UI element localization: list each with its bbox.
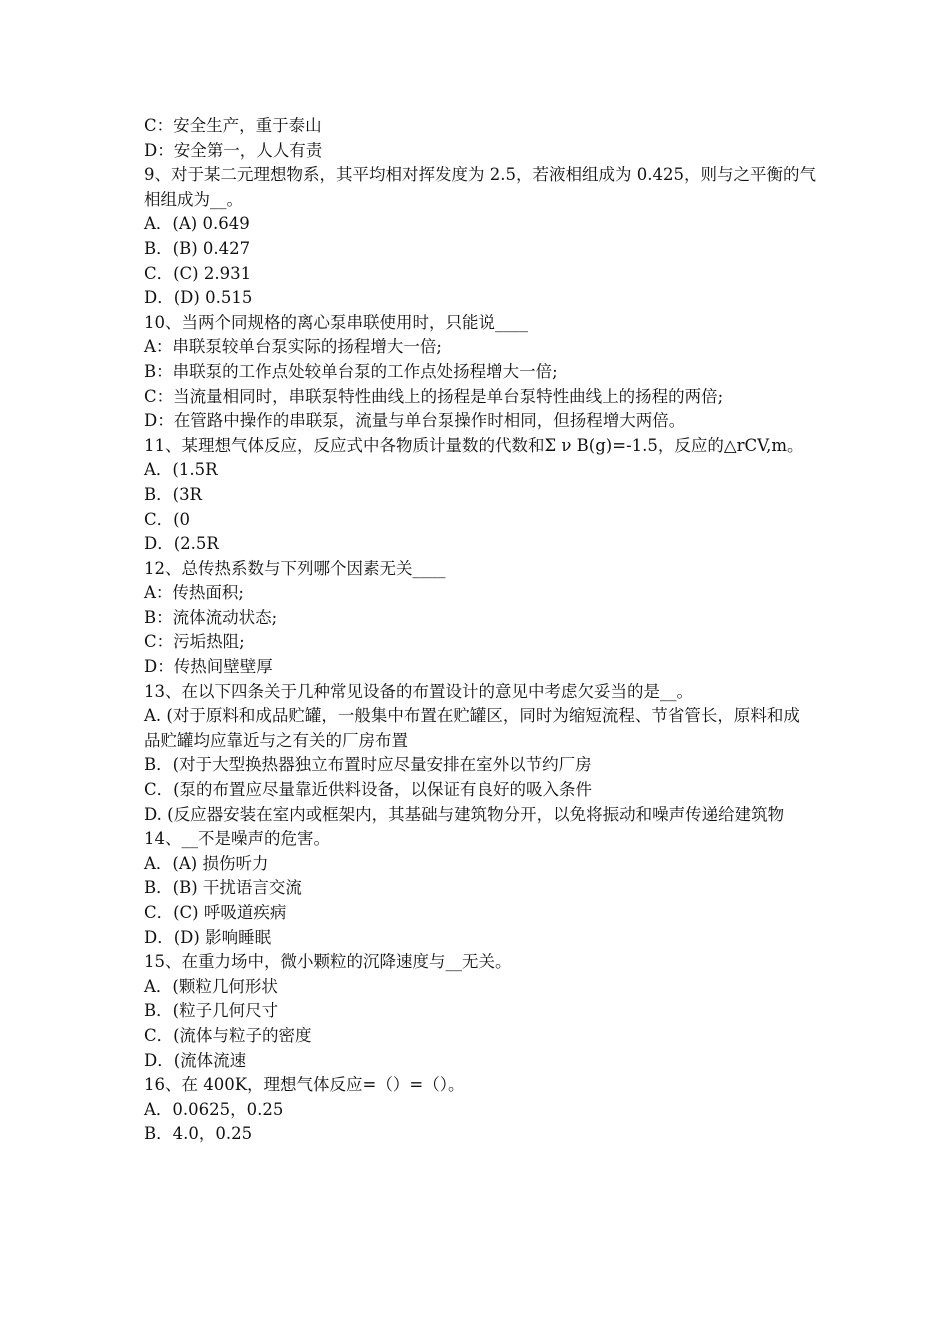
question-11: 11、某理想气体反应，反应式中各物质计量数的代数和Σ ν B(g)=-1.5，反应的△rCV,m。: [144, 435, 804, 455]
option-d: D：安全第一，人人有责: [144, 140, 323, 160]
option-d: D．(2.5R: [144, 534, 219, 554]
option-c: C：污垢热阻;: [144, 632, 245, 652]
option-b: B．(B) 0.427: [144, 238, 251, 258]
option-b: B．(3R: [144, 484, 202, 504]
question-16: 16、在 400K，理想气体反应=（）=（）。: [144, 1075, 465, 1095]
option-a: A．(A) 损伤听力: [144, 853, 269, 873]
option-d: D．(流体流速: [144, 1050, 247, 1070]
option-c: C．(0: [144, 509, 191, 529]
question-12: 12、总传热系数与下列哪个因素无关____: [144, 558, 446, 578]
option-b: B：串联泵的工作点处较单台泵的工作点处扬程增大一倍;: [144, 361, 558, 381]
option-b: B．(对于大型换热器独立布置时应尽量安排在室外以节约厂房: [144, 755, 592, 775]
option-a: A：传热面积;: [144, 583, 244, 603]
option-a: A. (对于原料和成品贮罐，一般集中布置在贮罐区，同时为缩短流程、节省管长，原料和成品贮罐均应靠近与之有关的厂房布置: [144, 706, 800, 750]
option-c: C：当流量相同时，串联泵特性曲线上的扬程是单台泵特性曲线上的扬程的两倍;: [144, 386, 724, 406]
question-13: 13、在以下四条关于几种常见设备的布置设计的意见中考虑欠妥当的是__。: [144, 681, 693, 701]
option-a: A：串联泵较单台泵实际的扬程增大一倍;: [144, 337, 442, 357]
option-a: A．(颗粒几何形状: [144, 976, 278, 996]
option-b: B．4.0，0.25: [144, 1124, 253, 1144]
question-15: 15、在重力场中，微小颗粒的沉降速度与__无关。: [144, 952, 512, 972]
option-d: D．(D) 0.515: [144, 288, 253, 308]
option-d: D. (反应器安装在室内或框架内，其基础与建筑物分开，以免将振动和噪声传递给建筑物: [144, 804, 785, 824]
question-9: 9、对于某二元理想物系，其平均相对挥发度为 2.5，若液相组成为 0.425，则与之平衡的气相组成为__。: [144, 165, 816, 209]
option-b: B．(粒子几何尺寸: [144, 1001, 279, 1021]
option-c: C：安全生产，重于泰山: [144, 116, 322, 135]
option-d: D：传热间壁壁厚: [144, 657, 273, 677]
document-body: [144, 114, 816, 1147]
option-b: B：流体流动状态;: [144, 607, 278, 627]
option-a: A．(1.5R: [144, 460, 218, 480]
option-c: C．(C) 呼吸道疾病: [144, 903, 287, 922]
option-d: D：在管路中操作的串联泵，流量与单台泵操作时相同，但扬程增大两倍。: [144, 411, 686, 431]
option-c: C．(C) 2.931: [144, 263, 252, 283]
option-a: A．0.0625，0.25: [144, 1099, 284, 1119]
question-14: 14、__不是噪声的危害。: [144, 829, 330, 849]
option-c: C．(泵的布置应尽量靠近供料设备，以保证有良好的吸入条件: [144, 780, 593, 800]
question-10: 10、当两个同规格的离心泵串联使用时，只能说____: [144, 312, 528, 332]
option-c: C．(流体与粒子的密度: [144, 1025, 312, 1045]
option-a: A．(A) 0.649: [144, 214, 250, 234]
option-d: D．(D) 影响睡眠: [144, 927, 272, 947]
option-b: B．(B) 干扰语言交流: [144, 878, 302, 898]
